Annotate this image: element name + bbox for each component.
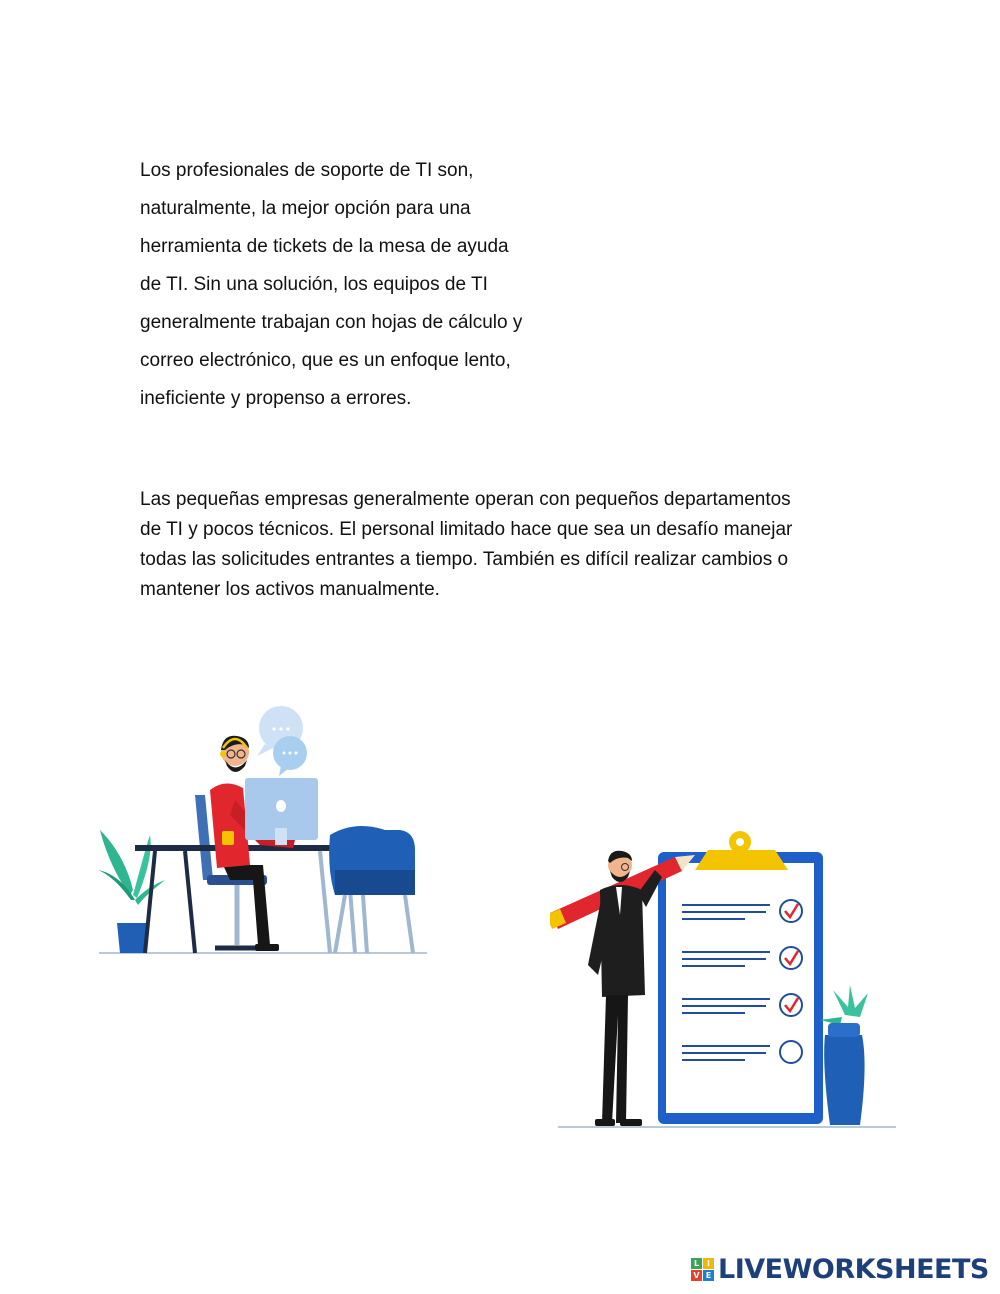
logo-mark-letter: E <box>703 1270 714 1281</box>
paragraph-2-line: Las pequeñas empresas generalmente operan con pequeños departamentos <box>140 489 791 510</box>
logo-mark-letter: L <box>691 1258 702 1269</box>
paragraph-2-line: todas las solicitudes entrantes a tiempo. También es difícil realizar cambios o <box>140 549 789 570</box>
paragraph-2-line: mantener los activos manualmente. <box>140 579 440 600</box>
chat-bubble-icon <box>257 706 307 776</box>
checklist-clipboard-illustration <box>550 825 900 1135</box>
logo-mark-letter: I <box>703 1258 714 1269</box>
monitor-icon <box>245 778 318 845</box>
support-agent-desk-illustration <box>95 700 435 960</box>
mug-icon <box>222 831 234 845</box>
paragraph-2-line: de TI y pocos técnicos. El personal limitado hace que sea un desafío manejar <box>140 519 793 540</box>
paragraph-1 <box>140 152 600 418</box>
chair-icon <box>329 826 415 953</box>
paragraph-2 <box>140 485 880 605</box>
paragraph-1-line: de TI. Sin una solución, los equipos de TI <box>140 274 488 295</box>
paragraph-1-line: naturalmente, la mejor opción para una <box>140 198 471 219</box>
paragraph-1-line: correo electrónico, que es un enfoque lento, <box>140 350 511 371</box>
plant-icon <box>820 985 868 1125</box>
paragraph-1-line: herramienta de tickets de la mesa de ayuda <box>140 236 509 257</box>
logo-mark-letter: V <box>691 1270 702 1281</box>
paragraph-1-line: ineficiente y propenso a errores. <box>140 388 412 409</box>
logo-text: LIVEWORKSHEETS <box>718 1253 989 1285</box>
paragraph-1-line: generalmente trabajan con hojas de cálculo y <box>140 312 523 333</box>
liveworksheets-logo <box>691 1254 989 1284</box>
logo-mark-icon <box>691 1258 714 1281</box>
paragraph-1-line: Los profesionales de soporte de TI son, <box>140 160 474 181</box>
